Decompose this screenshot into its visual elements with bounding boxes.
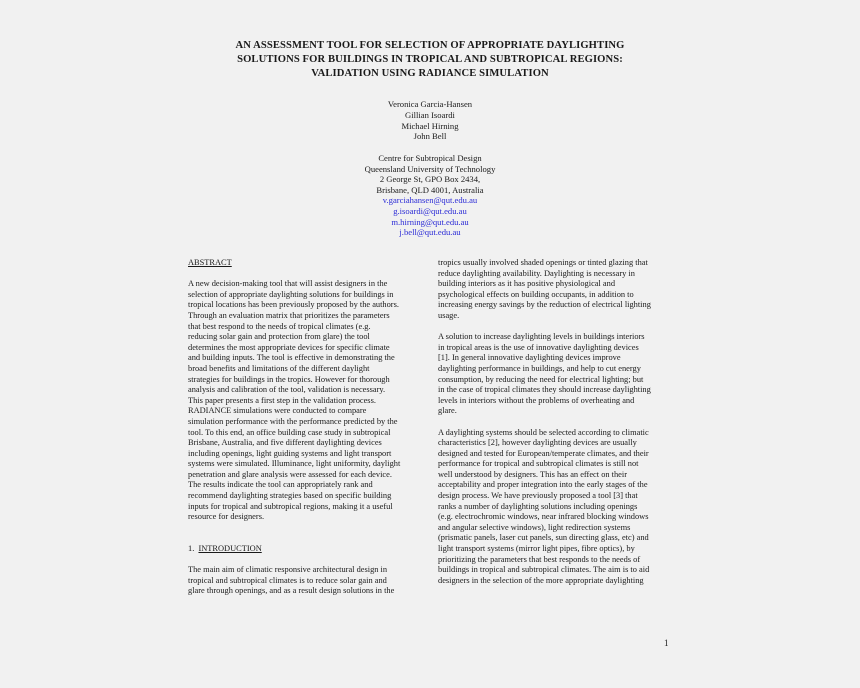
abstract-heading: ABSTRACT [188,258,232,267]
text-line: usage. [438,310,460,320]
text-line: glare. [438,406,457,416]
affiliation-line: Queensland University of Technology [364,163,496,174]
text-line: simulation performance with the performance predicted by the [188,416,398,426]
title-line: AN ASSESSMENT TOOL FOR SELECTION OF APPROPRIATE DAYLIGHTING [235,40,625,51]
paper-title [150,39,710,81]
text-line: designed and tested for European/temperate climates, and their [438,448,649,458]
text-line: design process. We have previously proposed a tool [3] that [438,491,638,501]
text-line: tool. To this end, an office building case study in subtropical [188,427,391,437]
text-line: recommend daylighting strategies based on specific building [188,491,392,501]
text-line: (e.g. electrochromic windows, near infrared blocking windows [438,512,649,522]
text-line: strategies for buildings in the tropics. However for thorough [188,374,390,384]
text-line: daylighting performance in buildings, and help to cut energy [438,363,641,373]
text-line: prioritizing the parameters that best responds to the needs of [438,554,641,564]
author-name: Gillian Isoardi [405,109,455,120]
text-line: light transport systems (mirror light pipes, fibre optics), by [438,544,635,554]
affiliation-line: Centre for Subtropical Design [378,153,482,163]
text-line: The main aim of climatic responsive architectural design in [188,565,388,575]
text-line: A daylighting systems should be selected according to climatic [438,427,649,437]
text-line: including openings, light guiding systems and light transport [188,448,392,458]
text-line: RADIANCE simulations were conducted to compare [188,406,367,416]
text-line: psychological effects on building occupants, in addition to [438,289,634,299]
title-line: SOLUTIONS FOR BUILDINGS IN TROPICAL AND SUBTROPICAL REGIONS: [237,54,623,65]
text-line: A new decision-making tool that will assist designers in the [188,279,388,289]
introduction-heading [188,544,428,555]
text-line: analysis and calibration of the tool, validation is necessary. [188,385,386,395]
text-line: systems were simulated. Illuminance, light uniformity, daylight [188,459,401,469]
text-line: tropical and subtropical climates is to reduce solar gain and [188,575,387,585]
text-line: and angular selective windows), light redirection systems [438,522,631,532]
text-line: increasing energy savings by the reduction of electrical lighting [438,300,651,310]
text-line: The results indicate the tool can appropriately rank and [188,480,373,490]
text-line: well understood by designers. This has an effect on their [438,469,628,479]
text-line: (prismatic panels, laser cut panels, sun directing glass, etc) and [438,533,649,543]
text-line: that best respond to the needs of tropical climates (e.g. [188,321,371,331]
text-line: tropics usually involved shaded openings or tinted glazing that [438,258,648,267]
text-line: consumption, by reducing the need for electrical lighting; but [438,374,644,384]
text-line: resource for designers. [188,512,265,522]
text-line: This paper presents a first step in the validation process. [188,395,376,405]
text-line: reducing solar gain and protection from glare) the tool [188,332,370,342]
left-column [188,258,428,597]
text-line: inputs for tropical and subtropical regions, making it a useful [188,501,393,511]
text-line: acceptability and proper integration into the early stages of the [438,480,648,490]
text-line: buildings in tropical and subtropical climates. The aim is to aid [438,565,650,575]
text-line: in tropical areas is the use of innovative daylighting devices [438,342,639,352]
section-title: INTRODUCTION [198,544,262,554]
text-line: building interiors as it has positive physiological and [438,279,616,289]
right-column [438,258,678,586]
email-list [280,195,580,237]
text-line: ranks a number of daylighting solutions including openings [438,501,638,511]
text-line: and building inputs. The tool is effective in demonstrating the [188,353,395,363]
text-line: reduce daylighting availability. Daylighting is necessary in [438,268,635,278]
introduction-body [188,565,428,597]
text-line: broad benefits and limitations of the different daylight [188,363,370,373]
section-number: 1. [188,544,195,554]
author-name: Veronica Garcia-Hansen [387,99,473,109]
text-line: characteristics [2], however daylighting devices are usually [438,438,637,448]
title-line: VALIDATION USING RADIANCE SIMULATION [311,68,549,79]
text-line: A solution to increase daylighting levels in buildings interiors [438,332,645,342]
email-link[interactable]: v.garciahansen@qut.edu.au [382,195,478,206]
paragraph [438,428,678,587]
text-line: performance for tropical and subtropical climates is still not [438,459,639,469]
text-line: penetration and glare analysis were assessed for each device. [188,469,392,479]
text-line: levels in interiors without the problems of overheating and [438,395,635,405]
email-link[interactable]: j.bell@qut.edu.au [399,227,461,238]
text-line: in the case of tropical climates they should increase daylighting [438,385,651,395]
text-line: determines the most appropriate devices for specific climate [188,342,390,352]
text-line: [1]. In general innovative daylighting devices improve [438,353,621,363]
text-line: selection of appropriate daylighting solutions for buildings in [188,289,394,299]
text-line: tropical locations has been previously proposed by the authors. [188,300,399,310]
affiliation-line: Brisbane, QLD 4001, Australia [376,184,484,195]
page-number: 1 [664,638,669,648]
text-line: glare through openings, and as a result design solutions in the [188,586,395,596]
text-line: Brisbane, Australia, and five different daylighting devices [188,438,382,448]
paragraph [438,332,678,417]
abstract-body [188,279,428,523]
affiliation-line: 2 George St, GPO Box 2434, [379,174,481,185]
author-name: Michael Hirning [401,120,459,131]
affiliation-block [280,153,580,238]
text-line: designers in the selection of the more appropriate daylighting [438,575,644,585]
author-list [280,99,580,142]
paragraph [438,258,678,322]
text-line: Through an evaluation matrix that prioritizes the parameters [188,310,390,320]
email-link[interactable]: m.hirning@qut.edu.au [391,216,469,227]
author-name: John Bell [413,131,447,142]
email-link[interactable]: g.isoardi@qut.edu.au [393,205,467,216]
